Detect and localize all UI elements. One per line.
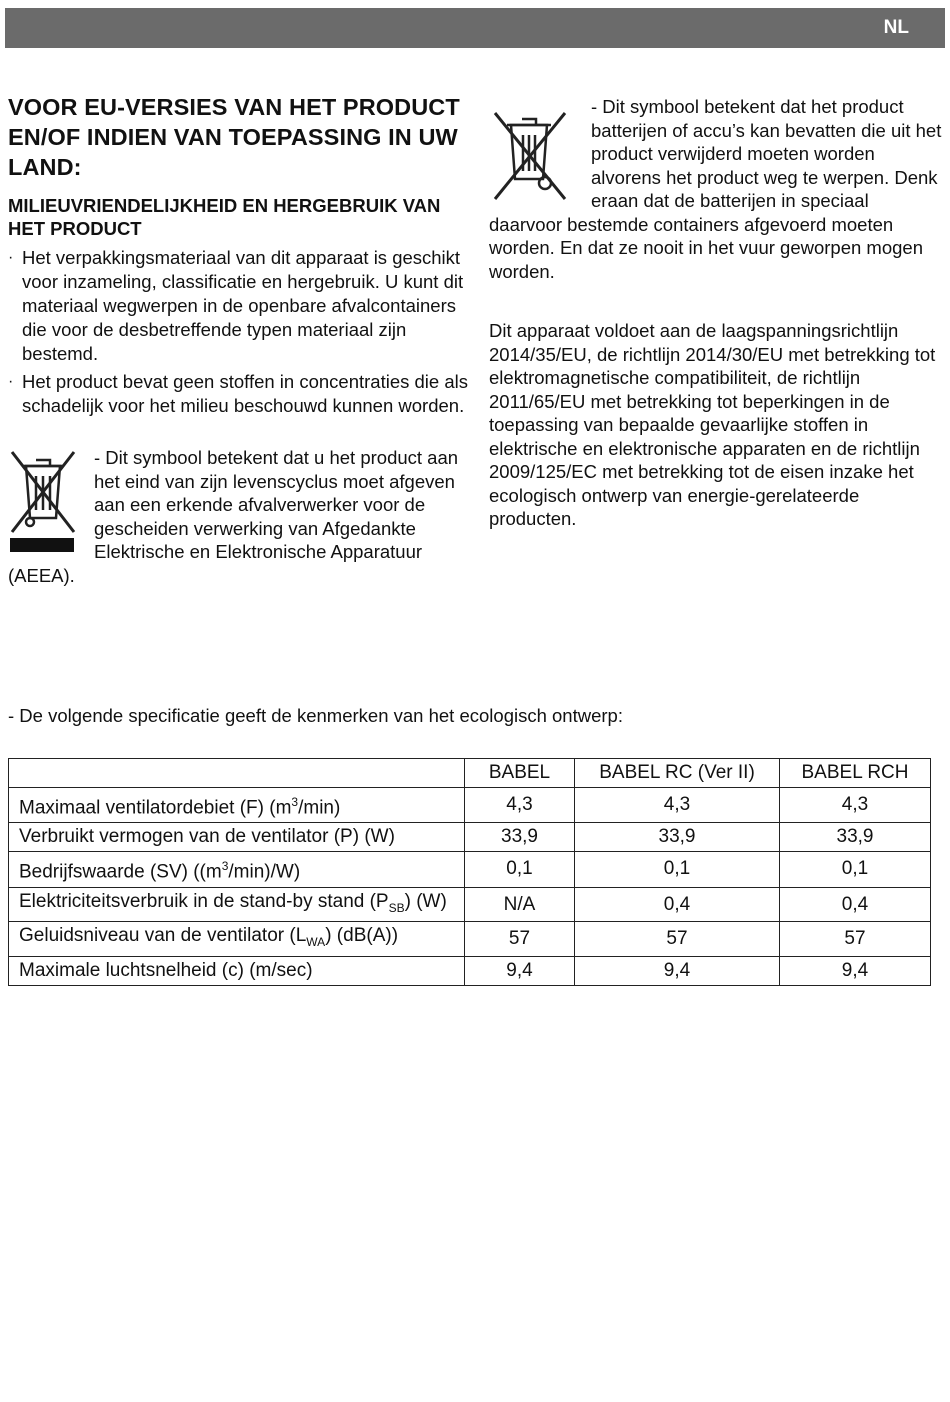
table-cell: 57	[780, 922, 931, 957]
table-header-row	[9, 759, 931, 788]
table-row	[9, 788, 931, 823]
directive-paragraph: Dit apparaat voldoet aan de laagspanningsrichtlijn 2014/35/EU, de richtlijn 2014/30/EU met betrekking tot elektromagnetische compatibiliteit, de richtlijn 2011/65/EU met betrekking tot beperkingen in de toepassing van bepaalde gevaarlijke stoffen in elektrische en elektronische apparaten en de richtlijn 2009/125/EC met betrekking tot de eisen inzake het ecologisch ontwerp van energie-gerelateerde producten.	[489, 320, 936, 529]
header-bar	[5, 8, 945, 48]
table-cell: 4,3	[780, 788, 931, 823]
spec-intro: - De volgende specificatie geeft de kenmerken van het ecologisch ontwerp:	[8, 705, 623, 726]
right-column	[489, 95, 944, 531]
table-cell: 0,1	[465, 852, 575, 887]
weee-paragraph: - Dit symbool betekent dat u het product aan het eind van zijn levenscyclus moet afgeven aan een erkende afvalverwerker voor de gescheiden verwerking van Afgedankte Elektrische en Elektronische Apparatuur (AEEA).	[8, 447, 459, 586]
bullet-text: Het product bevat geen stoffen in concentraties die als schadelijk voor het milieu beschouwd kunnen worden.	[22, 371, 468, 416]
table-cell: 0,4	[575, 887, 780, 922]
table-header-empty	[9, 759, 465, 788]
list-item: · Het verpakkingsmateriaal van dit apparaat is geschikt voor inzameling, classificatie en hergebruik. U kunt dit materiaal wegwerpen in de openbare afvalcontainers die voor de desbetreffende typen materiaal zijn bestemd.	[8, 247, 464, 364]
battery-paragraph: - Dit symbool betekent dat het product batterijen of accu’s kan bevatten die uit het product verwijderd moeten worden alvorens het product weg te werpen. Denk eraan dat de batterijen in speciaal daarvoor bestemde containers afgevoerd moeten worden. En dat ze nooit in het vuur geworpen mogen worden.	[489, 96, 942, 282]
list-item: · Het product bevat geen stoffen in concentraties die als schadelijk voor het milieu beschouwd kunnen worden.	[8, 371, 468, 416]
row-label: Geluidsniveau van de ventilator $(L_{WA})$ (dB(A))	[9, 922, 465, 957]
table-cell: 9,4	[465, 957, 575, 986]
table-row	[9, 887, 931, 922]
column-header: BABEL RCH	[780, 759, 931, 788]
table-cell: 33,9	[575, 823, 780, 852]
table-cell: 0,1	[780, 852, 931, 887]
section-subtitle: MILIEUVRIENDELIJKHEID EN HERGEBRUIK VAN HET PRODUCT	[8, 195, 441, 239]
table-cell: 57	[465, 922, 575, 957]
table-row	[9, 922, 931, 957]
row-label: Elektriciteitsverbruik in de stand-by stand $(P_{SB})$ (W)	[9, 887, 465, 922]
weee-block	[8, 446, 468, 587]
row-label: Bedrijfswaarde (SV) $((m^3/\min)/W)$	[9, 852, 465, 887]
row-label: Maximaal ventilatordebiet (F) $(m^3/\min)$	[9, 788, 465, 823]
table-cell: N/A	[465, 887, 575, 922]
table-row	[9, 852, 931, 887]
crossed-out-battery-bin-icon	[489, 109, 569, 209]
table-row	[9, 823, 931, 852]
table-cell: 4,3	[575, 788, 780, 823]
battery-block	[489, 95, 944, 283]
row-label: Maximale luchtsnelheid (c) (m/sec)	[9, 957, 465, 986]
table-cell: 9,4	[575, 957, 780, 986]
left-column	[8, 92, 468, 587]
table-cell: 9,4	[780, 957, 931, 986]
spec-table	[8, 758, 931, 986]
bullet-list	[8, 246, 468, 418]
column-header: BABEL	[465, 759, 575, 788]
table-cell: 0,1	[575, 852, 780, 887]
column-header: BABEL RC (Ver II)	[575, 759, 780, 788]
section-title: VOOR EU-VERSIES VAN HET PRODUCT EN/OF INDIEN VAN TOEPASSING IN UW LAND:	[8, 94, 460, 180]
table-cell: 33,9	[465, 823, 575, 852]
table-cell: 4,3	[465, 788, 575, 823]
crossed-out-wheelie-bin-icon	[8, 448, 78, 556]
language-label: NL	[883, 17, 909, 38]
table-row	[9, 957, 931, 986]
row-label: Verbruikt vermogen van de ventilator (P) (W)	[9, 823, 465, 852]
table-cell: 57	[575, 922, 780, 957]
bullet-text: Het verpakkingsmateriaal van dit apparaat is geschikt voor inzameling, classificatie en hergebruik. U kunt dit materiaal wegwerpen in de openbare afvalcontainers die voor de desbetreffende typen materiaal zijn bestemd.	[22, 247, 464, 364]
table-cell: 33,9	[780, 823, 931, 852]
table-cell: 0,4	[780, 887, 931, 922]
